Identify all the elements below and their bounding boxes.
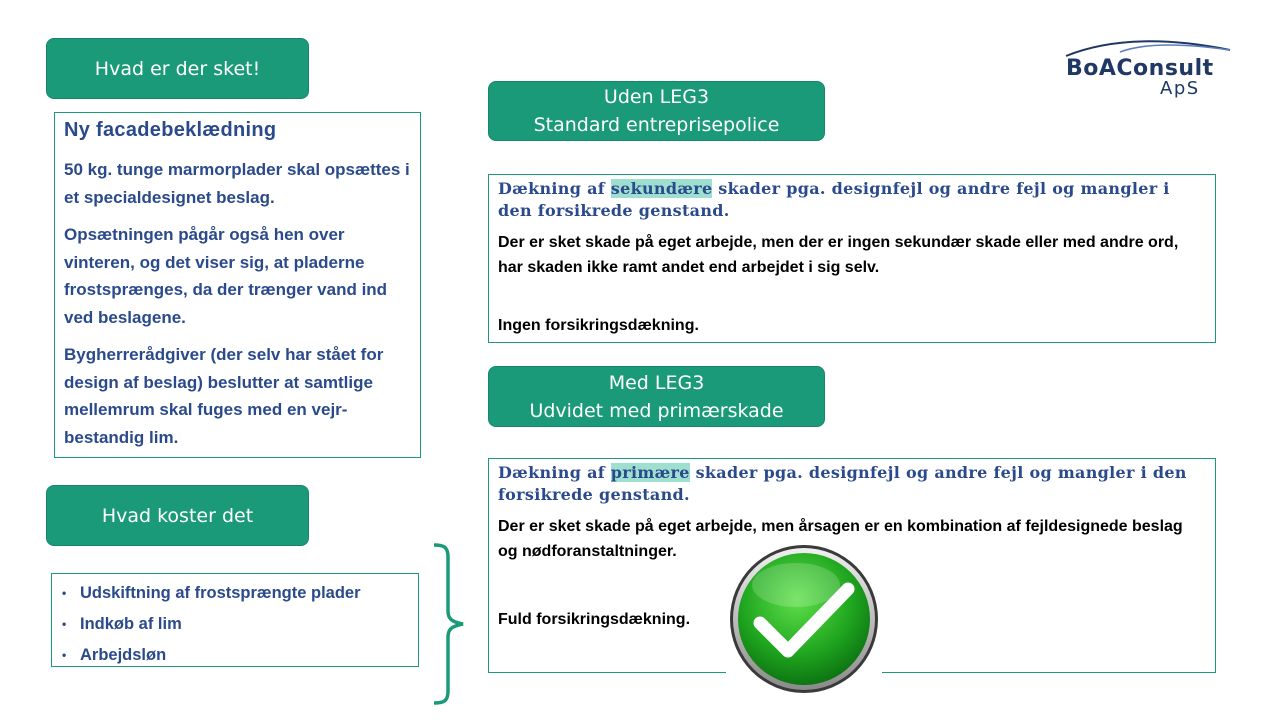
heading-cost-label: Hvad koster det xyxy=(101,504,254,527)
list-item xyxy=(62,640,418,671)
coverage-heading-suffix: skader pga. designfejl og andre fejl og mangler i den forsikrede genstand. xyxy=(498,179,1170,220)
cost-item-label: Arbejdsløn xyxy=(80,646,167,664)
heading-without-leg3-line1: Uden LEG3 xyxy=(603,86,710,108)
case-paragraph: Bygherrerådgiver (der selv har stået for design af beslag) beslutter at samtlige mellemrum skal fuges med en vejr- bestandig lim. xyxy=(64,345,384,447)
heading-with-leg3 xyxy=(488,366,825,427)
heading-without-leg3 xyxy=(488,81,825,141)
list-item xyxy=(62,578,418,609)
logo-name: BoAConsult xyxy=(1066,56,1214,81)
coverage-description: Der er sket skade på eget arbejde, men årsagen er en kombination af fejldesignede beslag og nødforanstaltninger. xyxy=(498,518,1183,560)
highlighted-term: sekundære xyxy=(610,179,713,198)
logo-suffix: ApS xyxy=(1160,78,1200,99)
logo-roof-icon xyxy=(1060,36,1236,58)
checkmark-icon xyxy=(726,543,882,695)
highlighted-term: primære xyxy=(610,463,690,482)
coverage-heading xyxy=(498,178,1206,221)
heading-without-leg3-line2: Standard entreprisepolice xyxy=(533,114,780,136)
coverage-heading-prefix: Dækning af xyxy=(498,179,611,198)
list-item xyxy=(62,609,418,640)
bullet-icon: • xyxy=(62,648,67,662)
bullet-icon: • xyxy=(62,617,67,631)
case-description-box xyxy=(54,112,421,458)
coverage-box-without xyxy=(488,174,1216,343)
coverage-description: Der er sket skade på eget arbejde, men der er ingen sekundær skade eller med andre ord, har skaden ikke ramt andet end arbejdet i sig selv. xyxy=(498,234,1179,276)
heading-cost xyxy=(46,485,309,546)
bullet-icon: • xyxy=(62,586,67,600)
cost-list-box xyxy=(51,573,419,667)
heading-what-happened xyxy=(46,38,309,99)
case-paragraph: 50 kg. tunge marmorplader skal opsættes i et specialdesignet beslag. xyxy=(64,160,410,207)
cost-item-label: Udskiftning af frostsprængte plader xyxy=(80,584,361,602)
heading-what-happened-label: Hvad er der sket! xyxy=(94,57,261,80)
coverage-heading xyxy=(498,462,1206,505)
cost-item-label: Indkøb af lim xyxy=(80,615,182,633)
cost-list xyxy=(52,578,418,671)
company-logo xyxy=(1060,36,1236,98)
heading-with-leg3-line2: Udvidet med primærskade xyxy=(529,399,784,422)
case-paragraph: Opsætningen pågår også hen over vinteren, og det viser sig, at pladerne frostsprænges, da der trænger vand ind ved beslagene. xyxy=(64,225,388,327)
case-title: Ny facadebeklædning xyxy=(64,119,277,141)
curly-brace-icon xyxy=(430,543,470,705)
heading-with-leg3-line1: Med LEG3 xyxy=(608,371,705,394)
coverage-heading-suffix: skader pga. designfejl og andre fejl og mangler i den forsikrede genstand. xyxy=(498,463,1187,504)
coverage-result: Ingen forsikringsdækning. xyxy=(498,317,699,334)
coverage-result: Fuld forsikringsdækning. xyxy=(498,611,691,628)
coverage-heading-prefix: Dækning af xyxy=(498,463,611,482)
